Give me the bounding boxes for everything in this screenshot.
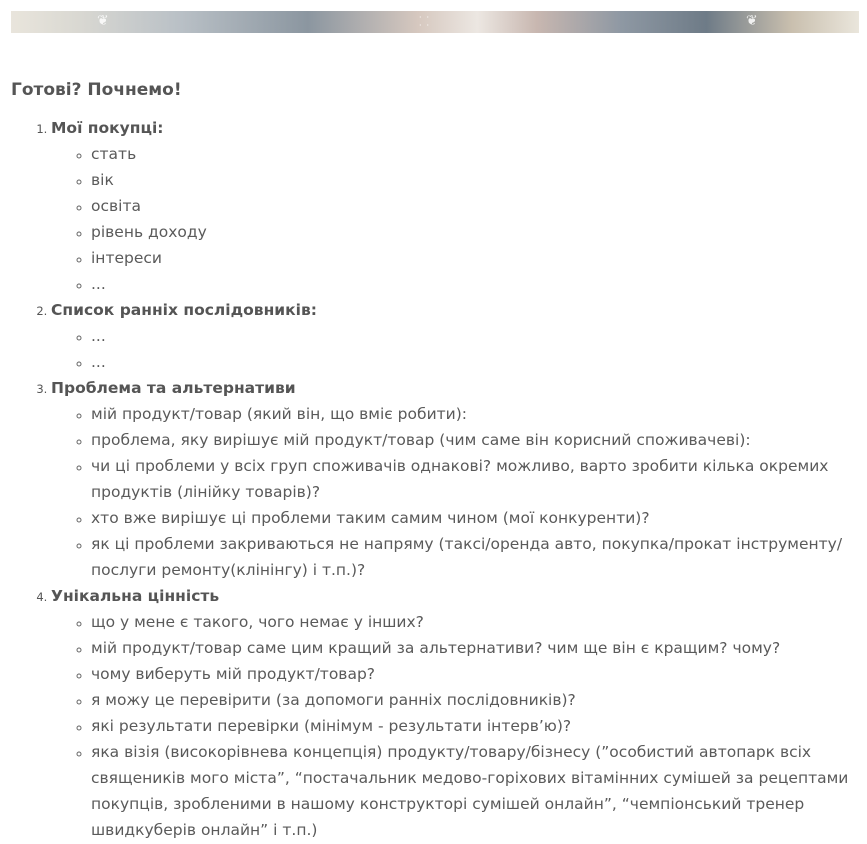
section-item [51, 297, 867, 375]
list-item: ◦ рівень доходу [91, 219, 867, 245]
checklist [11, 115, 867, 843]
list-item: ◦ чому виберуть мій продукт/товар? [91, 661, 867, 687]
list-item: ◦ інтереси [91, 245, 867, 271]
sub-list [51, 609, 867, 843]
sub-list [51, 141, 867, 297]
drag-handle-icon[interactable]: ·· ·· [419, 13, 435, 30]
list-item: ◦ як ці проблеми закриваються не напряму (таксі/оренда авто, покупка/прокат інструменту/послуги ремонту(клінінгу) і т.п.)? [91, 531, 867, 583]
header-banner-image [11, 11, 859, 33]
list-item: ◦ які результати перевірки (мінімум - результати інтерв’ю)? [91, 713, 867, 739]
section-title: Проблема та альтернативи [51, 379, 296, 397]
list-item: ◦ хто вже вирішує ці проблеми таким самим чином (мої конкуренти)? [91, 505, 867, 531]
list-item: ◦ ... [91, 323, 867, 349]
section-heading: Готові? Почнемо! [11, 80, 182, 100]
list-item: ◦ мій продукт/товар саме цим кращий за альтернативи? чим ще він є кращим? чому? [91, 635, 867, 661]
list-item: ◦ мій продукт/товар (який він, що вміє робити): [91, 401, 867, 427]
list-item: ◦ що у мене є такого, чого немає у інших? [91, 609, 867, 635]
leaf-decoration-icon: ❦ [97, 13, 109, 29]
section-title: Унікальна цінність [51, 587, 220, 605]
list-item: ◦ ... [91, 271, 867, 297]
sub-list [51, 323, 867, 375]
list-item: ◦ проблема, яку вирішує мій продукт/товар (чим саме він корисний споживачеві): [91, 427, 867, 453]
leaf-decoration-icon: ❦ [746, 13, 758, 29]
section-item [51, 115, 867, 297]
list-item: ◦ я можу це перевірити (за допомоги ранніх послідовників)? [91, 687, 867, 713]
list-item: ◦ ... [91, 349, 867, 375]
list-item: ◦ чи ці проблеми у всіх груп споживачів однакові? можливо, варто зробити кілька окремих продуктів (лінійку товарів)? [91, 453, 867, 505]
section-item [51, 375, 867, 583]
list-item: ◦ вік [91, 167, 867, 193]
section-item [51, 583, 867, 843]
section-title: Мої покупці: [51, 119, 164, 137]
list-item: ◦ стать [91, 141, 867, 167]
list-item: ◦ яка візія (високорівнева концепція) продукту/товару/бізнесу (”особистий автопарк всіх священиків мого міста”, “постачальник медово-горіхових вітамінних сумішей за рецептами покупців, зробленими в нашому конструкторі сумішей онлайн”, “чемпіонський тренер швидкуберів онлайн” і т.п.) [91, 739, 867, 843]
section-title: Список ранніх послідовників: [51, 301, 317, 319]
sub-list [51, 401, 867, 583]
list-item: ◦ освіта [91, 193, 867, 219]
